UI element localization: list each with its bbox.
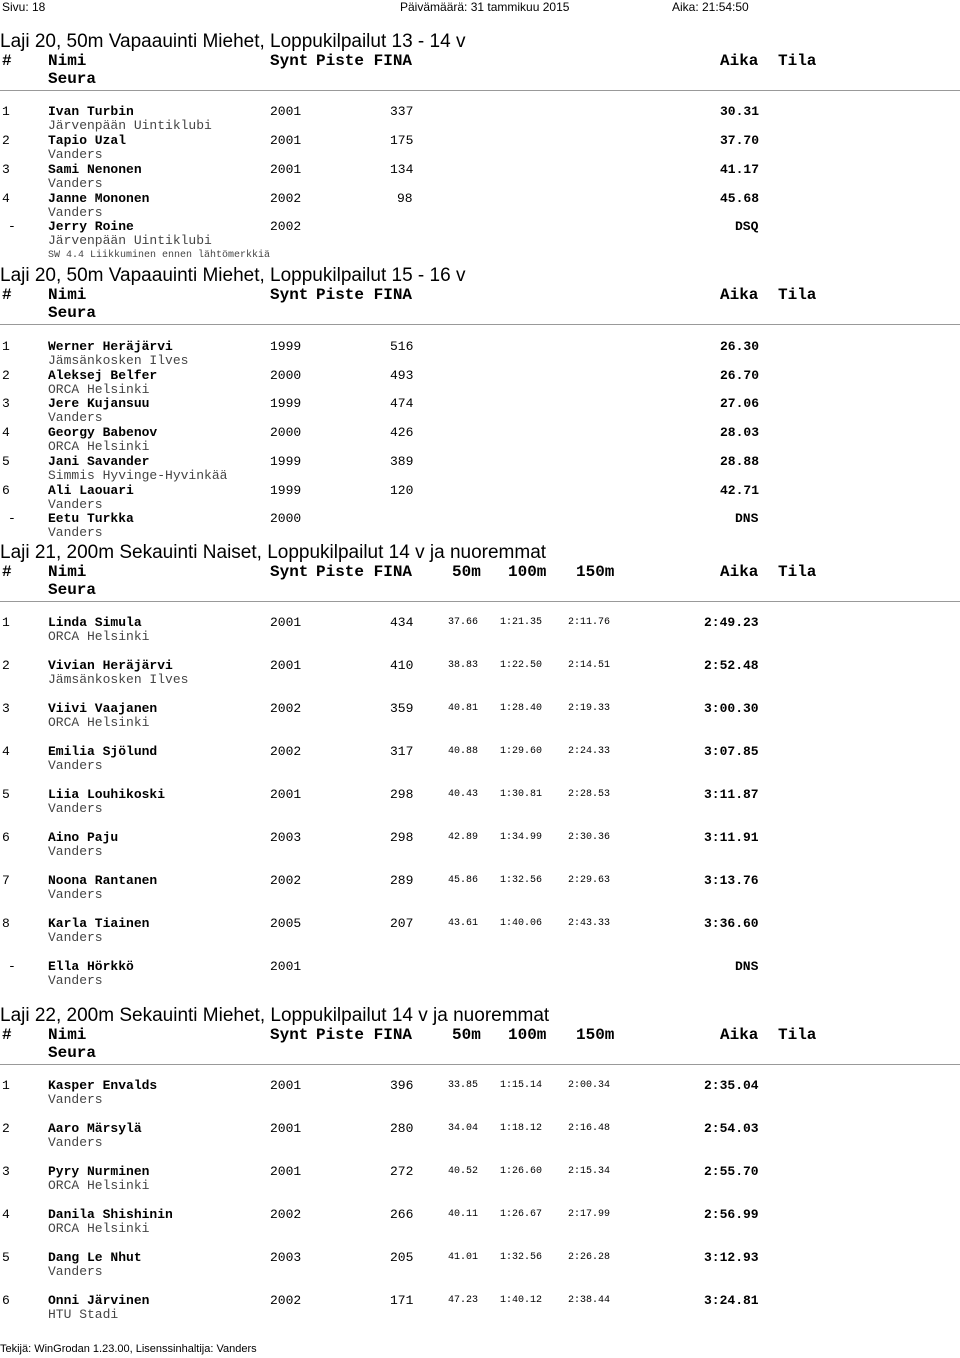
split-150: 2:38.44 [568, 1295, 611, 1306]
header-rule [0, 1064, 960, 1065]
col-split-150: 150m [576, 1026, 615, 1044]
col-points: Piste FINA [316, 286, 413, 304]
split-100: 1:28.40 [500, 703, 543, 714]
col-born: Synt [270, 286, 309, 304]
birth-year: 2002 [270, 1207, 302, 1222]
split-150: 2:15.34 [568, 1166, 611, 1177]
rank: 3 [2, 701, 10, 716]
split-100: 1:40.06 [500, 918, 543, 929]
club-name: Vanders [48, 497, 103, 512]
split-150: 2:28.53 [568, 789, 611, 800]
club-name: Vanders [48, 147, 103, 162]
swimmer-name: Jani Savander [48, 454, 150, 469]
split-50: 34.04 [448, 1123, 479, 1134]
club-name: Järvenpään Uintiklubi [48, 233, 212, 248]
header-rule [0, 324, 960, 325]
col-born: Synt [270, 563, 309, 581]
final-time: 3:12.93 [704, 1250, 759, 1265]
split-100: 1:18.12 [500, 1123, 543, 1134]
club-name: Vanders [48, 205, 103, 220]
club-name: Vanders [48, 1092, 103, 1107]
rank: 2 [2, 368, 10, 383]
col-hash: # [2, 52, 12, 70]
birth-year: 1999 [270, 339, 302, 354]
club-name: Vanders [48, 887, 103, 902]
final-time: 26.30 [720, 339, 760, 354]
col-split-100: 100m [508, 1026, 547, 1044]
col-split-50: 50m [452, 1026, 481, 1044]
col-name: Nimi [48, 563, 87, 581]
final-time: 30.31 [720, 104, 760, 119]
fina-points: 171 [390, 1293, 414, 1308]
birth-year: 2001 [270, 787, 302, 802]
birth-year: 2003 [270, 1250, 302, 1265]
split-50: 40.52 [448, 1166, 479, 1177]
final-time: 3:00.30 [704, 701, 759, 716]
final-time: 2:56.99 [704, 1207, 759, 1222]
swimmer-name: Kasper Envalds [48, 1078, 158, 1093]
rank: 1 [2, 104, 10, 119]
rank: 1 [2, 615, 10, 630]
club-name: Vanders [48, 801, 103, 816]
split-150: 2:29.63 [568, 875, 611, 886]
club-name: Jämsänkosken Ilves [48, 353, 189, 368]
fina-points: 359 [390, 701, 414, 716]
print-date: Päivämäärä: 31 tammikuu 2015 [400, 0, 570, 14]
rank: - [8, 511, 16, 526]
swimmer-name: Emilia Sjölund [48, 744, 158, 759]
swimmer-name: Dang Le Nhut [48, 1250, 142, 1265]
event-title: Laji 21, 200m Sekauinti Naiset, Loppukilpailut 14 v ja nuoremmat [0, 542, 547, 563]
rank: 4 [2, 1207, 10, 1222]
fina-points: 205 [390, 1250, 414, 1265]
fina-points: 280 [390, 1121, 414, 1136]
fina-points: 298 [390, 830, 414, 845]
swimmer-name: Danila Shishinin [48, 1207, 173, 1222]
final-time: 3:07.85 [704, 744, 759, 759]
final-time: 2:54.03 [704, 1121, 759, 1136]
split-100: 1:32.56 [500, 875, 543, 886]
swimmer-name: Tapio Uzal [48, 133, 127, 148]
final-time: 3:36.60 [704, 916, 759, 931]
swimmer-name: Georgy Babenov [48, 425, 158, 440]
split-150: 2:19.33 [568, 703, 611, 714]
split-50: 41.01 [448, 1252, 479, 1263]
col-time: Aika [720, 52, 759, 70]
split-100: 1:34.99 [500, 832, 543, 843]
swimmer-name: Sami Nenonen [48, 162, 142, 177]
split-50: 45.86 [448, 875, 479, 886]
club-name: Jämsänkosken Ilves [48, 672, 189, 687]
col-points: Piste FINA [316, 52, 413, 70]
page-number: Sivu: 18 [2, 0, 46, 14]
col-points: Piste FINA [316, 563, 413, 581]
fina-points: 337 [390, 104, 414, 119]
col-club: Seura [48, 581, 97, 599]
swimmer-name: Aaro Märsylä [48, 1121, 142, 1136]
col-status: Tila [778, 563, 817, 581]
split-150: 2:26.28 [568, 1252, 611, 1263]
rank: 1 [2, 1078, 10, 1093]
fina-points: 426 [390, 425, 414, 440]
birth-year: 2001 [270, 959, 302, 974]
club-name: Vanders [48, 1135, 103, 1150]
fina-points: 434 [390, 615, 414, 630]
split-150: 2:00.34 [568, 1080, 611, 1091]
split-100: 1:30.81 [500, 789, 543, 800]
status-dns: DNS [735, 511, 759, 526]
col-born: Synt [270, 52, 309, 70]
swimmer-name: Ivan Turbin [48, 104, 134, 119]
final-time: 26.70 [720, 368, 760, 383]
fina-points: 98 [397, 191, 413, 206]
final-time: 28.03 [720, 425, 760, 440]
final-time: 27.06 [720, 396, 760, 411]
club-name: Vanders [48, 930, 103, 945]
split-100: 1:21.35 [500, 617, 543, 628]
club-name: Vanders [48, 525, 103, 540]
birth-year: 2002 [270, 191, 302, 206]
final-time: 45.68 [720, 191, 760, 206]
split-100: 1:32.56 [500, 1252, 543, 1263]
event-title: Laji 20, 50m Vapaauinti Miehet, Loppukilpailut 13 - 14 v [0, 31, 466, 52]
split-50: 40.81 [448, 703, 479, 714]
print-time: Aika: 21:54:50 [672, 0, 749, 14]
birth-year: 2001 [270, 615, 302, 630]
col-club: Seura [48, 70, 97, 88]
club-name: HTU Stadi [48, 1307, 119, 1322]
split-50: 40.43 [448, 789, 479, 800]
swimmer-name: Ali Laouari [48, 483, 134, 498]
club-name: ORCA Helsinki [48, 715, 150, 730]
birth-year: 2002 [270, 701, 302, 716]
club-name: Vanders [48, 844, 103, 859]
fina-points: 120 [390, 483, 414, 498]
fina-points: 134 [390, 162, 414, 177]
club-name: Vanders [48, 1264, 103, 1279]
rank: 1 [2, 339, 10, 354]
birth-year: 2001 [270, 1164, 302, 1179]
club-name: ORCA Helsinki [48, 382, 150, 397]
split-100: 1:22.50 [500, 660, 543, 671]
rank: 6 [2, 1293, 10, 1308]
col-club: Seura [48, 1044, 97, 1062]
swimmer-name: Eetu Turkka [48, 511, 134, 526]
fina-points: 266 [390, 1207, 414, 1222]
col-points: Piste FINA [316, 1026, 413, 1044]
final-time: 2:49.23 [704, 615, 759, 630]
rank: 5 [2, 787, 10, 802]
fina-points: 289 [390, 873, 414, 888]
birth-year: 1999 [270, 483, 302, 498]
split-50: 43.61 [448, 918, 479, 929]
final-time: 42.71 [720, 483, 760, 498]
header-rule [0, 601, 960, 602]
fina-points: 474 [390, 396, 414, 411]
split-150: 2:14.51 [568, 660, 611, 671]
fina-points: 516 [390, 339, 414, 354]
final-time: 3:11.91 [704, 830, 759, 845]
birth-year: 2002 [270, 1293, 302, 1308]
column-header [0, 563, 960, 603]
birth-year: 2001 [270, 133, 302, 148]
split-50: 33.85 [448, 1080, 479, 1091]
split-150: 2:16.48 [568, 1123, 611, 1134]
final-time: 2:52.48 [704, 658, 759, 673]
fina-points: 272 [390, 1164, 414, 1179]
col-club: Seura [48, 304, 97, 322]
rank: 4 [2, 425, 10, 440]
rank: - [8, 219, 16, 234]
birth-year: 2001 [270, 162, 302, 177]
rank: 5 [2, 1250, 10, 1265]
swimmer-name: Ella Hörkkö [48, 959, 134, 974]
split-150: 2:30.36 [568, 832, 611, 843]
club-name: Vanders [48, 176, 103, 191]
split-50: 40.88 [448, 746, 479, 757]
header-rule [0, 90, 960, 91]
rank: 6 [2, 830, 10, 845]
birth-year: 2001 [270, 658, 302, 673]
split-100: 1:40.12 [500, 1295, 543, 1306]
col-hash: # [2, 1026, 12, 1044]
final-time: 2:35.04 [704, 1078, 759, 1093]
swimmer-name: Jerry Roine [48, 219, 134, 234]
birth-year: 2001 [270, 104, 302, 119]
fina-points: 175 [390, 133, 414, 148]
birth-year: 2000 [270, 425, 302, 440]
split-50: 40.11 [448, 1209, 479, 1220]
split-150: 2:24.33 [568, 746, 611, 757]
rank: 5 [2, 454, 10, 469]
split-150: 2:43.33 [568, 918, 611, 929]
birth-year: 1999 [270, 454, 302, 469]
swimmer-name: Noona Rantanen [48, 873, 158, 888]
event-title: Laji 20, 50m Vapaauinti Miehet, Loppukilpailut 15 - 16 v [0, 265, 466, 286]
birth-year: 2002 [270, 873, 302, 888]
split-150: 2:11.76 [568, 617, 611, 628]
rank: 4 [2, 744, 10, 759]
swimmer-name: Janne Mononen [48, 191, 150, 206]
final-time: 3:24.81 [704, 1293, 759, 1308]
fina-points: 389 [390, 454, 414, 469]
club-name: ORCA Helsinki [48, 1221, 150, 1236]
rank: 3 [2, 1164, 10, 1179]
final-time: 37.70 [720, 133, 760, 148]
club-name: ORCA Helsinki [48, 1178, 150, 1193]
split-150: 2:17.99 [568, 1209, 611, 1220]
col-status: Tila [778, 286, 817, 304]
rank: 3 [2, 162, 10, 177]
col-split-150: 150m [576, 563, 615, 581]
split-50: 37.66 [448, 617, 479, 628]
swimmer-name: Onni Järvinen [48, 1293, 150, 1308]
club-name: ORCA Helsinki [48, 629, 150, 644]
birth-year: 2002 [270, 744, 302, 759]
swimmer-name: Vivian Heräjärvi [48, 658, 173, 673]
birth-year: 2003 [270, 830, 302, 845]
split-100: 1:29.60 [500, 746, 543, 757]
split-50: 38.83 [448, 660, 479, 671]
rank: 2 [2, 133, 10, 148]
swimmer-name: Jere Kujansuu [48, 396, 150, 411]
swimmer-name: Viivi Vaajanen [48, 701, 158, 716]
split-100: 1:26.67 [500, 1209, 543, 1220]
club-name: ORCA Helsinki [48, 439, 150, 454]
rank: 2 [2, 1121, 10, 1136]
swimmer-name: Pyry Nurminen [48, 1164, 150, 1179]
final-time: 3:13.76 [704, 873, 759, 888]
birth-year: 2002 [270, 219, 302, 234]
col-split-100: 100m [508, 563, 547, 581]
fina-points: 317 [390, 744, 414, 759]
final-time: 28.88 [720, 454, 760, 469]
rank: 3 [2, 396, 10, 411]
fina-points: 396 [390, 1078, 414, 1093]
fina-points: 410 [390, 658, 414, 673]
rank: - [8, 959, 16, 974]
swimmer-name: Aleksej Belfer [48, 368, 158, 383]
swimmer-name: Linda Simula [48, 615, 142, 630]
col-born: Synt [270, 1026, 309, 1044]
col-split-50: 50m [452, 563, 481, 581]
club-name: Vanders [48, 758, 103, 773]
rank: 6 [2, 483, 10, 498]
birth-year: 2000 [270, 368, 302, 383]
col-time: Aika [720, 563, 759, 581]
col-status: Tila [778, 52, 817, 70]
rank: 8 [2, 916, 10, 931]
birth-year: 1999 [270, 396, 302, 411]
col-hash: # [2, 563, 12, 581]
split-50: 47.23 [448, 1295, 479, 1306]
final-time: 2:55.70 [704, 1164, 759, 1179]
birth-year: 2000 [270, 511, 302, 526]
final-time: 3:11.87 [704, 787, 759, 802]
column-header [0, 286, 960, 326]
dsq-reason: SW 4.4 Liikkuminen ennen lähtömerkkiä [48, 250, 271, 261]
fina-points: 207 [390, 916, 414, 931]
final-time: 41.17 [720, 162, 760, 177]
col-name: Nimi [48, 52, 87, 70]
rank: 7 [2, 873, 10, 888]
split-50: 42.89 [448, 832, 479, 843]
rank: 2 [2, 658, 10, 673]
page-header [0, 0, 960, 14]
club-name: Simmis Hyvinge-Hyvinkää [48, 468, 228, 483]
rank: 4 [2, 191, 10, 206]
event-title: Laji 22, 200m Sekauinti Miehet, Loppukilpailut 14 v ja nuoremmat [0, 1005, 550, 1026]
swimmer-name: Werner Heräjärvi [48, 339, 173, 354]
club-name: Vanders [48, 973, 103, 988]
swimmer-name: Aino Paju [48, 830, 119, 845]
col-name: Nimi [48, 286, 87, 304]
swimmer-name: Karla Tiainen [48, 916, 150, 931]
page-footer: Tekijä: WinGrodan 1.23.00, Lisenssinhaltija: Vanders [0, 1343, 257, 1355]
column-header [0, 52, 960, 92]
split-100: 1:26.60 [500, 1166, 543, 1177]
col-time: Aika [720, 1026, 759, 1044]
col-hash: # [2, 286, 12, 304]
col-name: Nimi [48, 1026, 87, 1044]
birth-year: 2001 [270, 1121, 302, 1136]
col-time: Aika [720, 286, 759, 304]
split-100: 1:15.14 [500, 1080, 543, 1091]
swimmer-name: Liia Louhikoski [48, 787, 166, 802]
club-name: Järvenpään Uintiklubi [48, 118, 212, 133]
fina-points: 298 [390, 787, 414, 802]
birth-year: 2005 [270, 916, 302, 931]
column-header [0, 1026, 960, 1066]
status-dsq: DSQ [735, 219, 759, 234]
fina-points: 493 [390, 368, 414, 383]
status-dns: DNS [735, 959, 759, 974]
birth-year: 2001 [270, 1078, 302, 1093]
col-status: Tila [778, 1026, 817, 1044]
club-name: Vanders [48, 410, 103, 425]
